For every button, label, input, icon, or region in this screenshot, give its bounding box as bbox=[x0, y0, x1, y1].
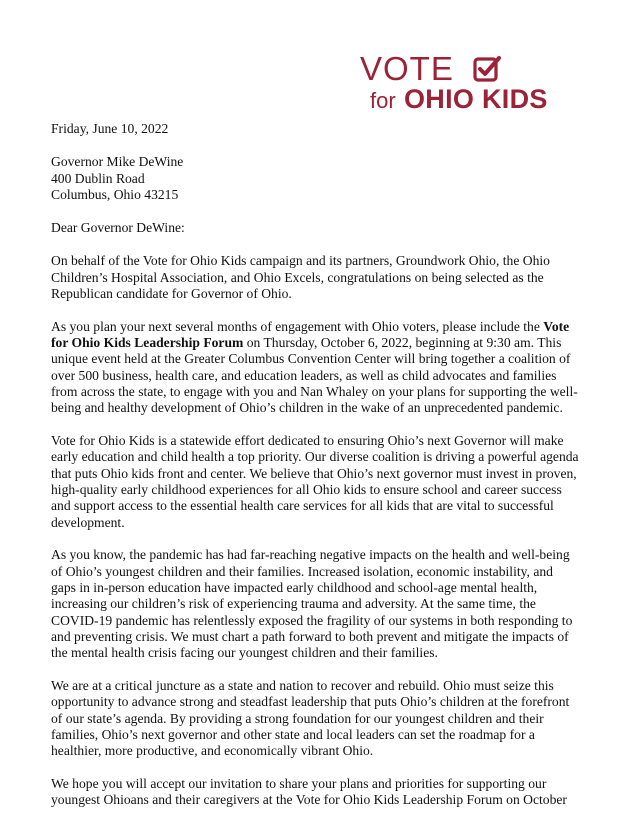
paragraph-5: We are at a critical juncture as a state and nation to recover and rebuild. Ohio must seize this opportunity to advance strong and steadfast leadership that puts Ohio’s children at the forefront of our state’s agenda. By providing a strong foundation for our youngest children and their families, Ohio’s next governor and other state and local leaders can set the roadmap for a healthier, more productive, and economically vibrant Ohio. bbox=[51, 678, 570, 759]
forum-name-bold: Vote for Ohio Kids Leadership Forum bbox=[51, 318, 570, 351]
paragraph-6: We hope you will accept our invitation to share your plans and priorities for supporting our youngest Ohioans and their caregivers at the Vote for Ohio Kids Leadership Forum on October bbox=[51, 776, 567, 808]
salutation: Dear Governor DeWine: bbox=[51, 220, 185, 236]
paragraph-4: As you know, the pandemic has had far-reaching negative impacts on the health and well-being of Ohio’s youngest children and their families. Increased isolation, economic instability, and gaps in in-person education have impacted early childhood and school-age mental health, increasing our children’s risk of experiencing trauma and adversity. At the same time, the COVID-19 pandemic has relentlessly exposed the fragility of our systems in both responding to and preventing crisis. We must chart a path forward to both prevent and mitigate the impacts of the mental health crisis facing our youngest children and their families. bbox=[51, 547, 573, 661]
checkbox-check-icon bbox=[472, 54, 502, 84]
logo-for-text: for bbox=[370, 88, 396, 113]
recipient-street: 400 Dublin Road bbox=[51, 170, 145, 186]
logo-ohio-kids-text: OHIO KIDS bbox=[404, 84, 548, 114]
paragraph-2 bbox=[51, 319, 579, 417]
paragraph-1: On behalf of the Vote for Ohio Kids campaign and its partners, Groundwork Ohio, the Ohio Children’s Hospital Association, and Ohio Excels, congratulations on being selected as the Republican candidate for Governor of Ohio. bbox=[51, 253, 550, 302]
paragraph-2-rest: on Thursday, October 6, 2022, beginning at 9:30 am. This unique event held at the Greater Columbus Convention Center will bring together a coalition of over 500 business, health care, and education leaders, as well as child advocates and families from across the state, to engage with you and Nan Whaley on your plans for supporting the well-being and healthy development of Ohio’s children in the wake of an unprecedented pandemic. bbox=[51, 335, 578, 416]
recipient-city: Columbus, Ohio 43215 bbox=[51, 186, 179, 202]
vote-for-ohio-kids-logo bbox=[360, 52, 570, 118]
recipient-address bbox=[51, 154, 579, 203]
paragraph-3: Vote for Ohio Kids is a statewide effort dedicated to ensuring Ohio’s next Governor will make early education and child health a top priority. Our diverse coalition is driving a powerful agenda that puts Ohio kids front and center. We believe that Ohio’s next governor must invest in proven, high-quality early childhood experiences for all Ohio kids to ensure school and career success and support access to the essential health care services for all kids that are vital to successful development. bbox=[51, 433, 579, 530]
logo-vote-text: VOTE bbox=[360, 50, 454, 87]
letter-body bbox=[51, 121, 579, 825]
letter-date: Friday, June 10, 2022 bbox=[51, 121, 169, 136]
recipient-name: Governor Mike DeWine bbox=[51, 154, 184, 170]
paragraph-2-intro: As you plan your next several months of engagement with Ohio voters, please include the bbox=[51, 318, 544, 334]
